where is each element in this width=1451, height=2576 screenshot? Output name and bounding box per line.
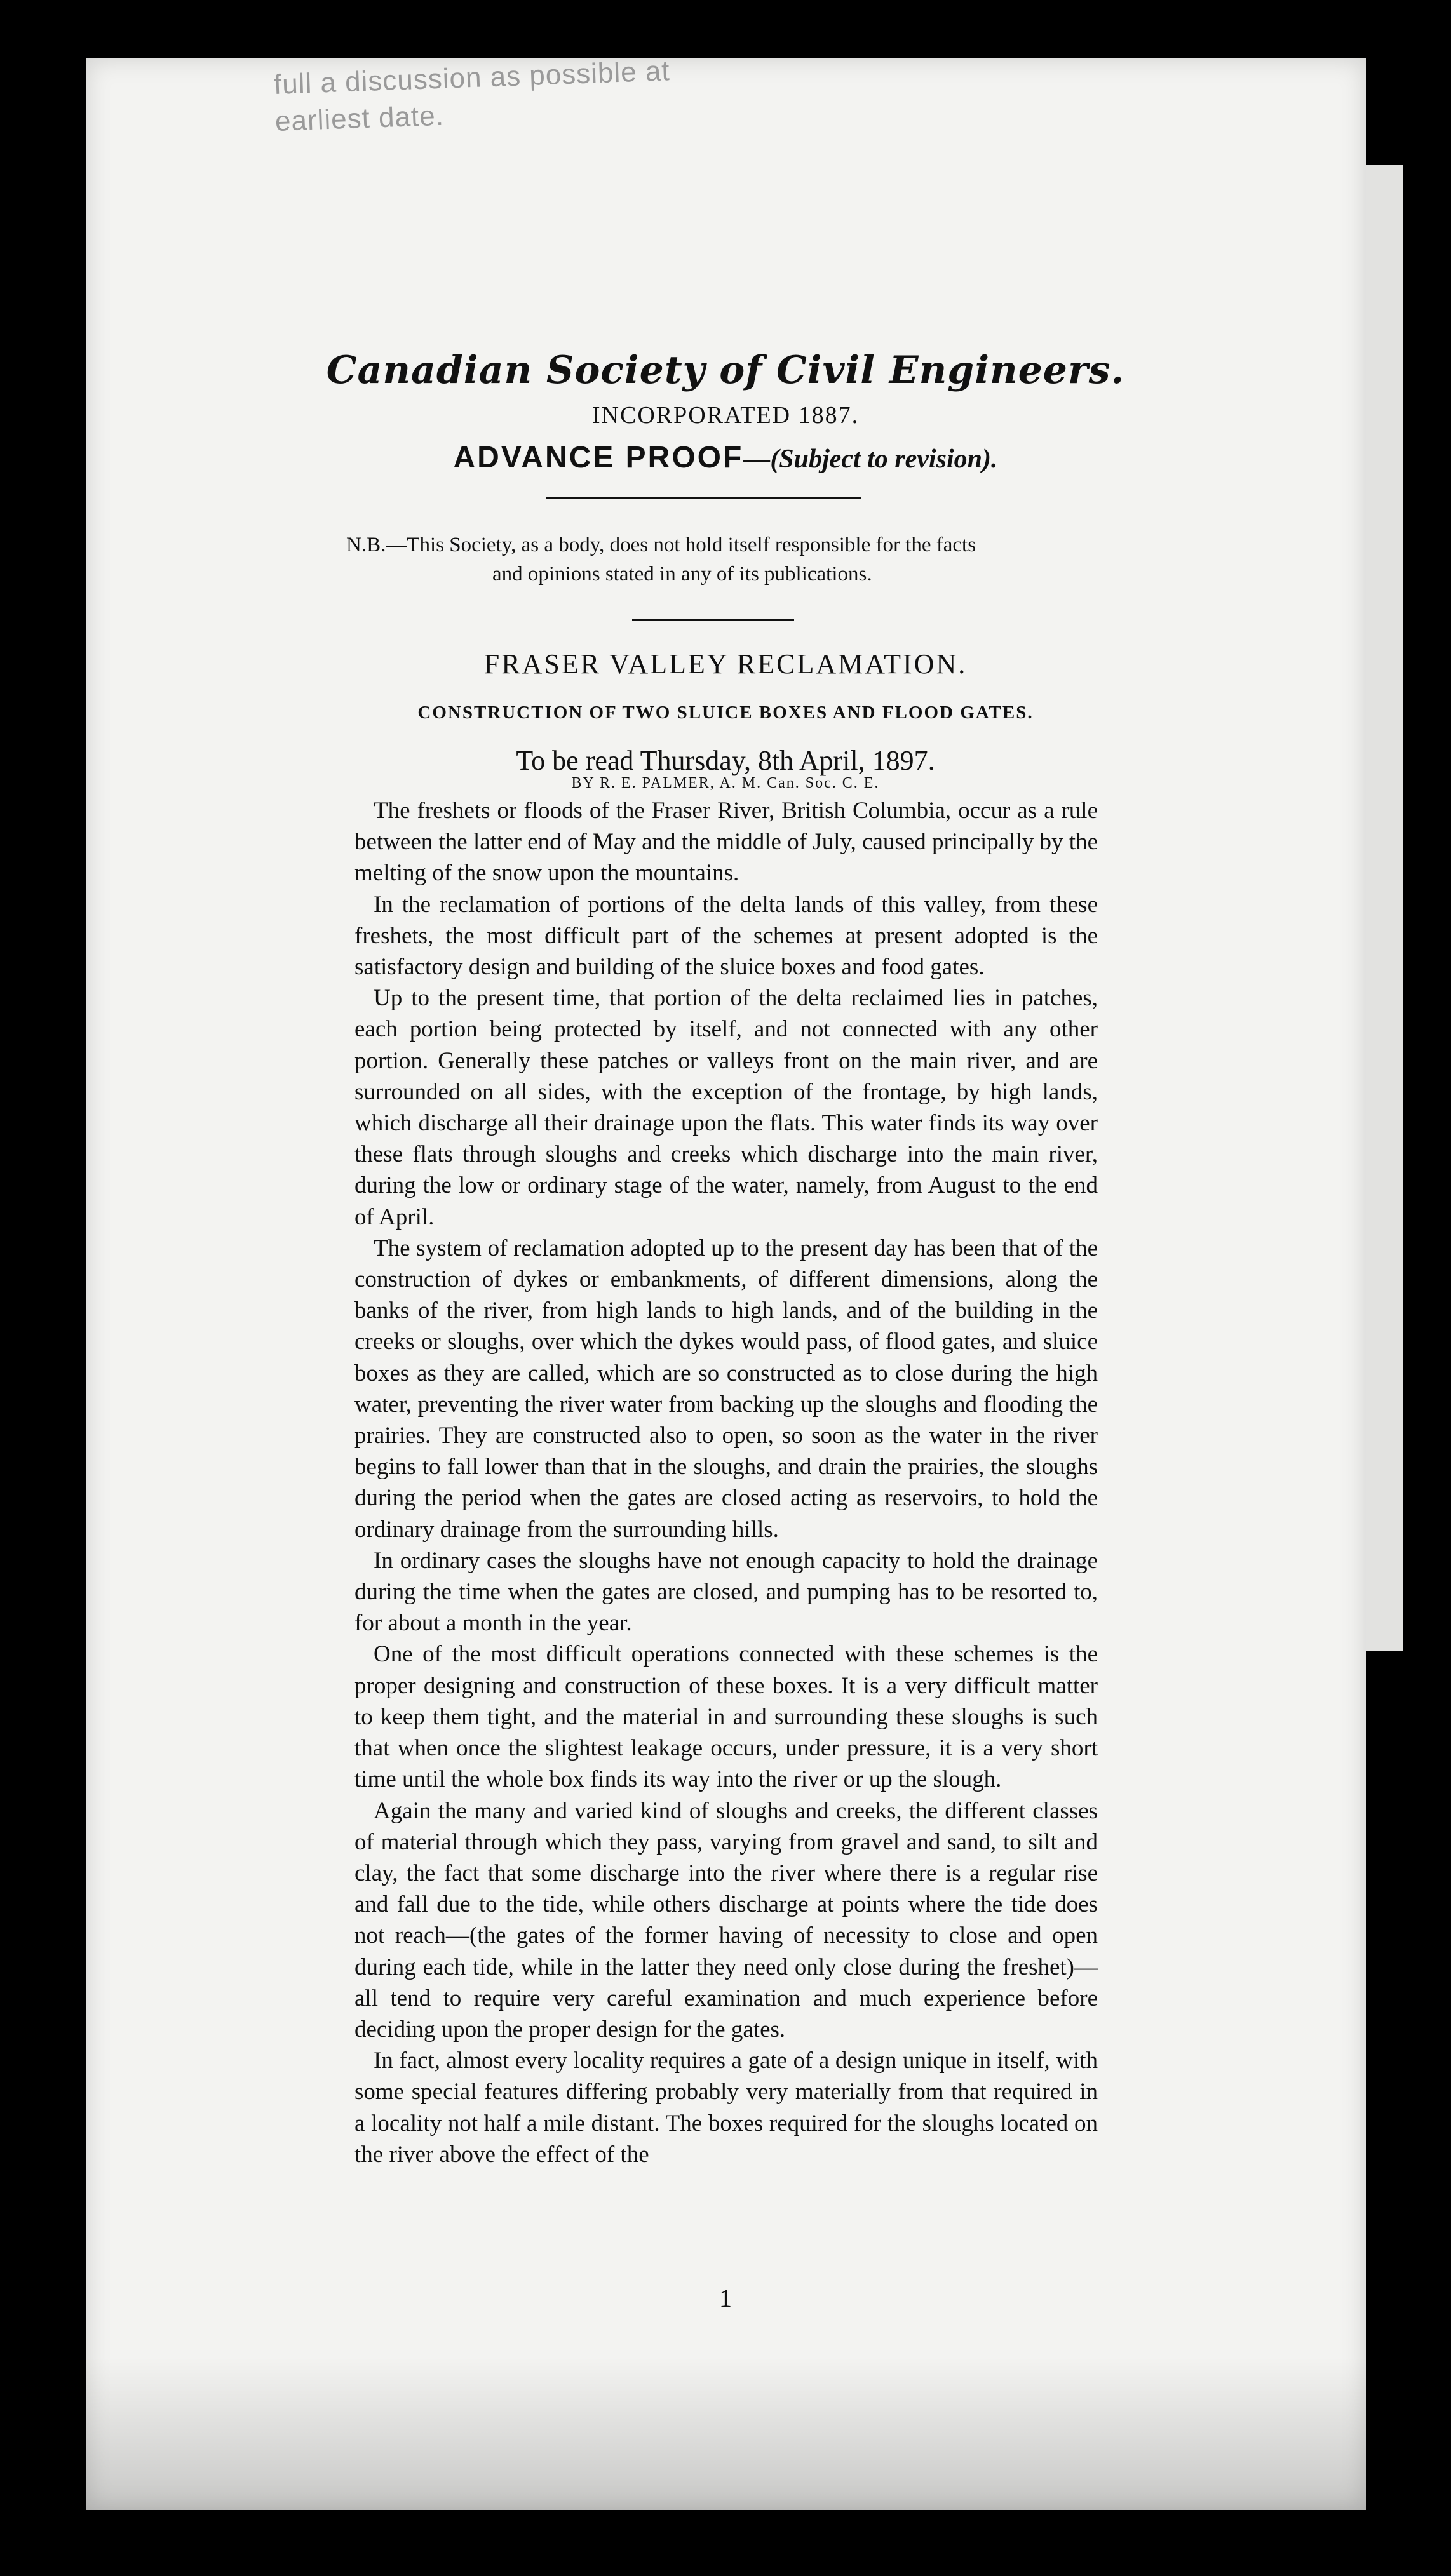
author-byline: BY R. E. PALMER, A. M. Can. Soc. C. E.	[571, 775, 880, 791]
read-date: To be read Thursday, 8th April, 1897.	[516, 745, 935, 776]
society-name: Canadian Society of Civil Engineers.	[326, 348, 1125, 392]
page-shadow	[86, 2358, 1366, 2510]
advance-proof-line	[0, 440, 1451, 475]
disclaimer	[346, 530, 1096, 589]
disclaimer-line-2: and opinions stated in any of its publications.	[492, 563, 872, 586]
incorporated-line: INCORPORATED 1887.	[591, 402, 860, 429]
faded-header-note: full a discussion as possible at earliest date.	[273, 55, 671, 137]
disclaimer-rule	[632, 619, 794, 621]
paragraph: Up to the present time, that portion of the delta reclaimed lies in patches, each portion being protected by itself, and not connected with any other portion. Generally these patches or valleys front on the main river, and are surrounded on all sides, with the exception of the frontage, by high lands, which discharge all their drainage upon the flats. This water finds its way over these flats through sloughs and creeks which discharge into the main river, during the low or ordinary stage of the water, namely, from August to the end of April.	[354, 985, 1098, 1230]
header-rule	[546, 497, 861, 499]
article-title: FRASER VALLEY RECLAMATION.	[483, 648, 968, 680]
advance-proof-label: ADVANCE PROOF	[453, 441, 744, 474]
paragraph: In the reclamation of portions of the delta lands of this valley, from these freshets, the most difficult part of the schemes at present adopted is the satisfactory design and building of the sluice boxes and food gates.	[354, 891, 1098, 981]
paragraph: The system of reclamation adopted up to the present day has been that of the construction of dykes or embankments, of different dimensions, along the banks of the river, from high lands to high lands, and of the building in the creeks or sloughs, over which the dykes would pass, of flood gates, and sluice boxes as they are called, which are so constructed as to close during the high water, preventing the river water from backing up the sloughs and flooding the prairies. They are constructed also to open, so soon as the water in the river begins to fall lower than that in the sloughs, and drain the prairies, the sloughs during the period when the gates are closed acting as reservoirs, to hold the ordinary drainage from the surrounding hills.	[354, 1235, 1098, 1543]
article-body	[354, 795, 1098, 2170]
paragraph: The freshets or floods of the Fraser River, British Columbia, occur as a rule between the latter end of May and the middle of July, caused principally by the melting of the snow upon the mountains.	[354, 798, 1098, 887]
paragraph: One of the most difficult operations connected with these schemes is the proper designing and construction of these boxes. It is a very difficult matter to keep them tight, and the material in and surrounding these sloughs is such that when once the slightest leakage occurs, under pressure, it is a very short time until the whole box finds its way into the river or up the slough.	[354, 1641, 1098, 1793]
page-number: 1	[719, 2284, 732, 2312]
article-subtitle: CONSTRUCTION OF TWO SLUICE BOXES AND FLOOD GATES.	[417, 702, 1034, 723]
paragraph: Again the many and varied kind of sloughs and creeks, the different classes of material through which they pass, varying from gravel and sand, to silt and clay, the fact that some discharge into the river where there is a regular rise and fall due to the tide, while others discharge at points where the tide does not reach—(the gates of the former having of necessity to close and open during each tide, while in the latter they need only close during the freshet)—all tend to require very careful examination and much experience before deciding upon the proper design for the gates.	[354, 1797, 1098, 2043]
paragraph: In fact, almost every locality requires a gate of a design unique in itself, with some special features differing probably very materially from that required in a locality not half a mile distant. The boxes required for the sloughs located on the river above the effect of the	[354, 2048, 1098, 2168]
paragraph: In ordinary cases the sloughs have not enough capacity to hold the drainage during the time when the gates are closed, and pumping has to be resorted to, for about a month in the year.	[354, 1547, 1098, 1637]
revision-note: —(Subject to revision).	[743, 445, 998, 474]
disclaimer-line-1: N.B.—This Society, as a body, does not hold itself responsible for the facts	[346, 533, 976, 556]
